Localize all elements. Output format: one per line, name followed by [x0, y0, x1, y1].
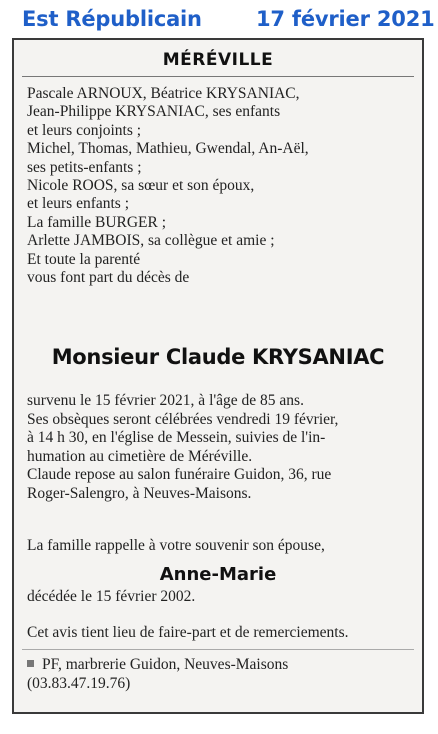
- funeral-details: [27, 392, 419, 504]
- bullet-square-icon: [27, 660, 34, 667]
- family-line: Nicole ROOS, sa sœur et son époux,: [27, 177, 255, 195]
- heading-divider: [22, 76, 414, 77]
- newspaper-header: [0, 0, 438, 36]
- details-line: Ses obsèques seront célébrées vendredi 19 février,: [27, 410, 339, 428]
- family-line: Arlette JAMBOIS, sa collègue et amie ;: [27, 232, 275, 250]
- details-line: Claude repose au salon funéraire Guidon, 36, rue: [27, 466, 332, 484]
- family-line: Jean-Philippe KRYSANIAC, ses enfants: [27, 103, 281, 121]
- wife-name: Anne-Marie: [159, 564, 277, 585]
- family-line: La famille BURGER ;: [27, 213, 167, 231]
- deceased-name: Monsieur Claude KRYSANIAC: [51, 345, 385, 369]
- family-line: Et toute la parenté: [27, 250, 141, 268]
- funeral-home-divider: [22, 649, 414, 650]
- details-line: humation au cimetière de Méréville.: [27, 447, 253, 465]
- newspaper-name: Est Républicain: [22, 7, 202, 31]
- details-line: survenu le 15 février 2021, à l'âge de 85 ans.: [27, 392, 304, 409]
- funeral-home-info: [27, 656, 288, 693]
- wife-death-date: décédée le 15 février 2002.: [27, 588, 196, 605]
- publication-date: 17 février 2021: [256, 7, 435, 31]
- remembrance-line: La famille rappelle à votre souvenir son épouse,: [27, 537, 325, 554]
- closing-line: Cet avis tient lieu de faire-part et de remerciements.: [27, 624, 349, 641]
- details-line: Roger-Salengro, à Neuves-Maisons.: [27, 484, 252, 502]
- family-line: Michel, Thomas, Mathieu, Gwendal, An-Aël,: [27, 140, 309, 158]
- family-list: [27, 85, 417, 287]
- obituary-notice: [12, 38, 424, 714]
- details-line: à 14 h 30, en l'église de Messein, suivies de l'in-: [27, 429, 326, 447]
- town-heading: MÉRÉVILLE: [162, 50, 274, 70]
- family-line: et leurs enfants ;: [27, 195, 130, 213]
- family-line: ses petits-enfants ;: [27, 158, 142, 176]
- family-line: Pascale ARNOUX, Béatrice KRYSANIAC,: [27, 85, 300, 102]
- family-line: vous font part du décès de: [27, 269, 190, 287]
- funeral-home-name: PF, marbrerie Guidon, Neuves-Maisons: [42, 656, 289, 673]
- family-line: et leurs conjoints ;: [27, 121, 142, 139]
- funeral-home-phone: (03.83.47.19.76): [27, 674, 131, 692]
